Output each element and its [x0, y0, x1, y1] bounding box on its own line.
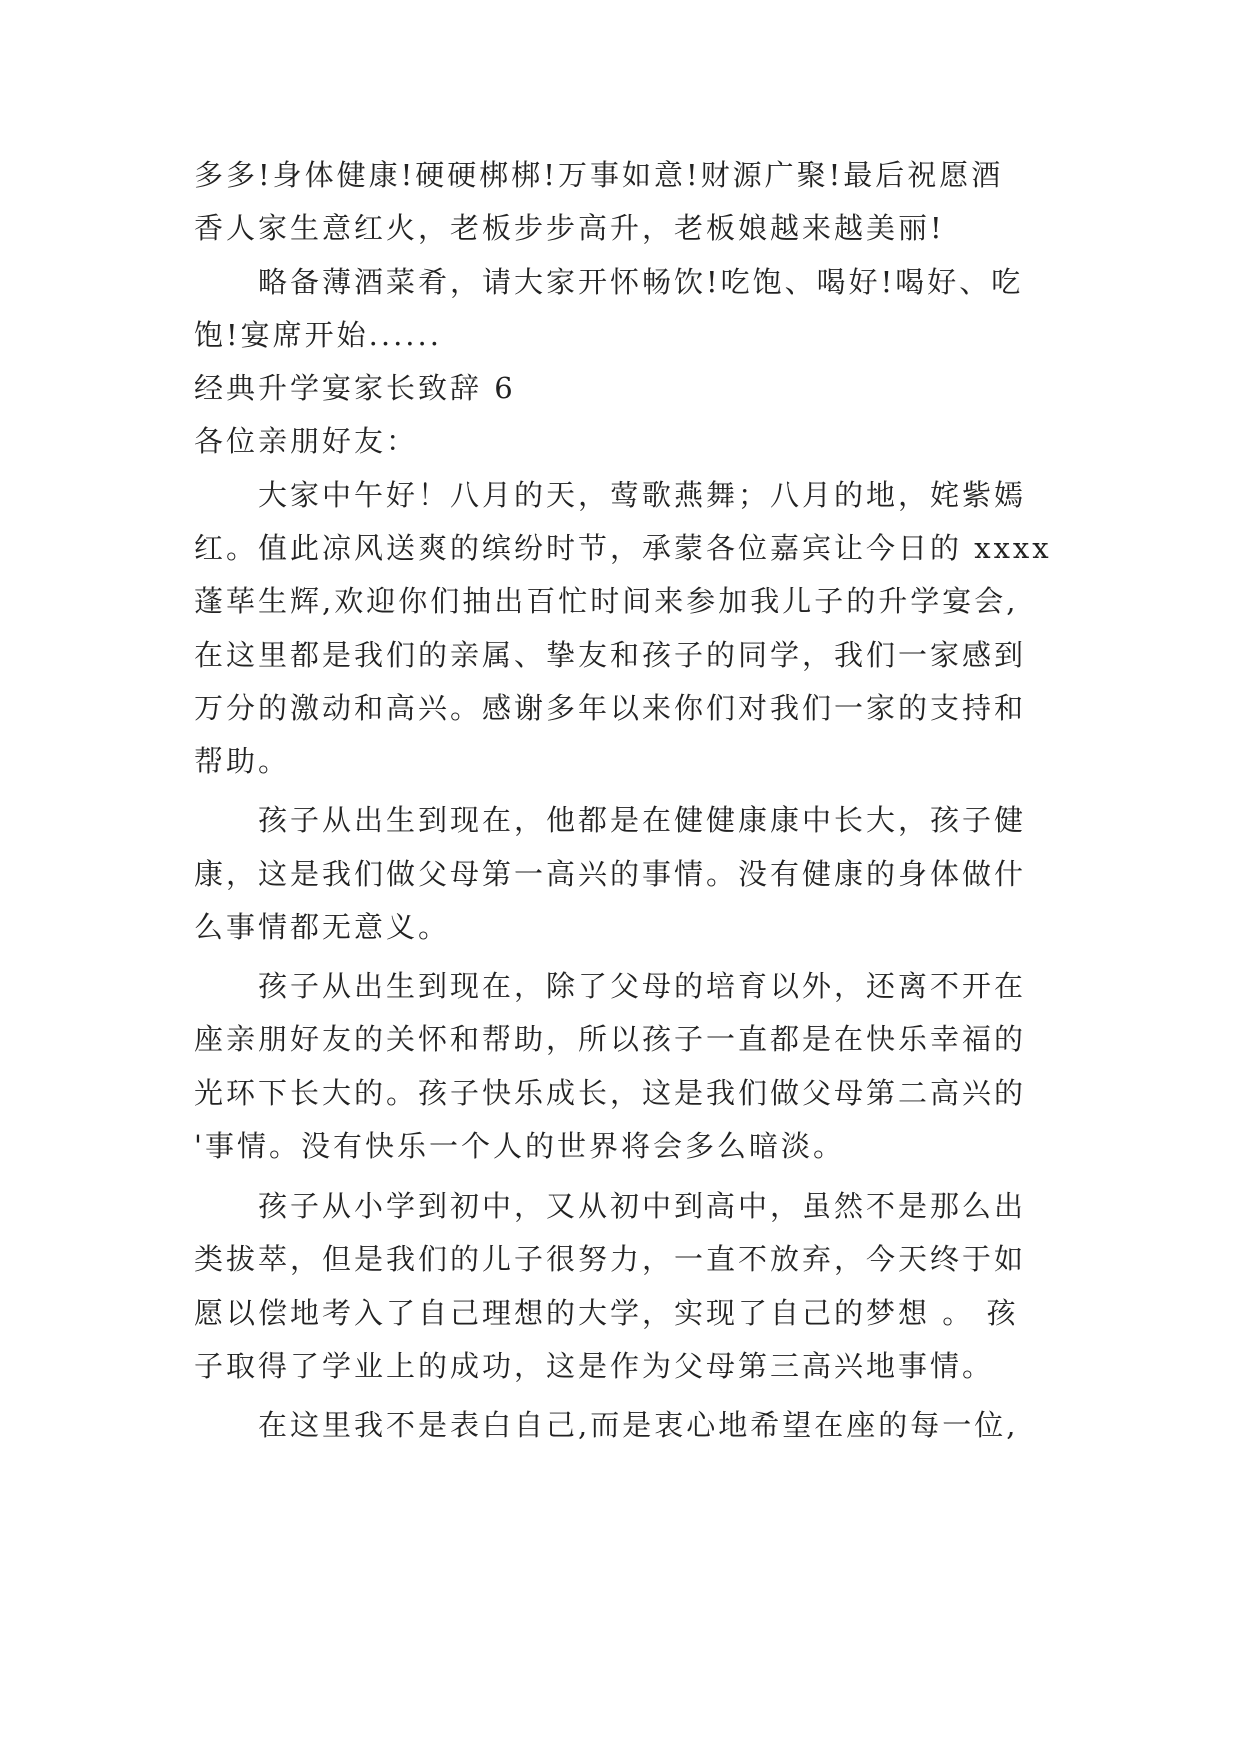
- text-line: 帮助。: [194, 744, 291, 778]
- text-line: '事情。没有快乐一个人的世界将会多么暗淡。: [194, 1129, 845, 1163]
- text-line: 大家中午好！八月的天，莺歌燕舞；八月的地，姹紫嫣: [258, 478, 1027, 512]
- text-line: 在这里都是我们的亲属、挚友和孩子的同学，我们一家感到: [194, 638, 1027, 672]
- text-line: 孩子从出生到现在，他都是在健健康康中长大，孩子健: [258, 803, 1027, 837]
- text-line: 愿以偿地考入了自己理想的大学，实现了自己的梦想 。 孩: [194, 1296, 1019, 1330]
- text-line: 么事情都无意义。: [194, 910, 451, 944]
- text-line: 饱!宴席开始......: [194, 318, 442, 352]
- text-line: 蓬荜生辉,欢迎你们抽出百忙时间来参加我儿子的升学宴会,: [194, 584, 1019, 618]
- text-line: 康，这是我们做父母第一高兴的事情。没有健康的身体做什: [194, 857, 1027, 891]
- text-line: 座亲朋好友的关怀和帮助，所以孩子一直都是在快乐幸福的: [194, 1022, 1027, 1056]
- section-title: 经典升学宴家长致辞 6: [194, 371, 516, 405]
- text-line: 光环下长大的。孩子快乐成长，这是我们做父母第二高兴的: [194, 1076, 1027, 1110]
- text-line: 类拔萃，但是我们的儿子很努力，一直不放弃，今天终于如: [194, 1242, 1027, 1276]
- text-line: 香人家生意红火，老板步步高升，老板娘越来越美丽!: [194, 211, 945, 245]
- salutation: 各位亲朋好友：: [194, 424, 419, 458]
- text-line: 子取得了学业上的成功，这是作为父母第三高兴地事情。: [194, 1349, 995, 1383]
- text-line: 孩子从小学到初中，又从初中到高中，虽然不是那么出: [258, 1189, 1027, 1223]
- text-line: 孩子从出生到现在，除了父母的培育以外，还离不开在: [258, 969, 1027, 1003]
- text-line: 略备薄酒菜肴，请大家开怀畅饮!吃饱、喝好!喝好、吃: [258, 265, 1024, 299]
- text-line: 红。值此凉风送爽的缤纷时节，承蒙各位嘉宾让今日的 xxxx: [194, 531, 1052, 565]
- text-line: 在这里我不是表白自己,而是衷心地希望在座的每一位,: [258, 1408, 1019, 1442]
- text-line: 多多!身体健康!硬硬梆梆!万事如意!财源广聚!最后祝愿酒: [194, 158, 1004, 192]
- text-line: 万分的激动和高兴。感谢多年以来你们对我们一家的支持和: [194, 691, 1027, 725]
